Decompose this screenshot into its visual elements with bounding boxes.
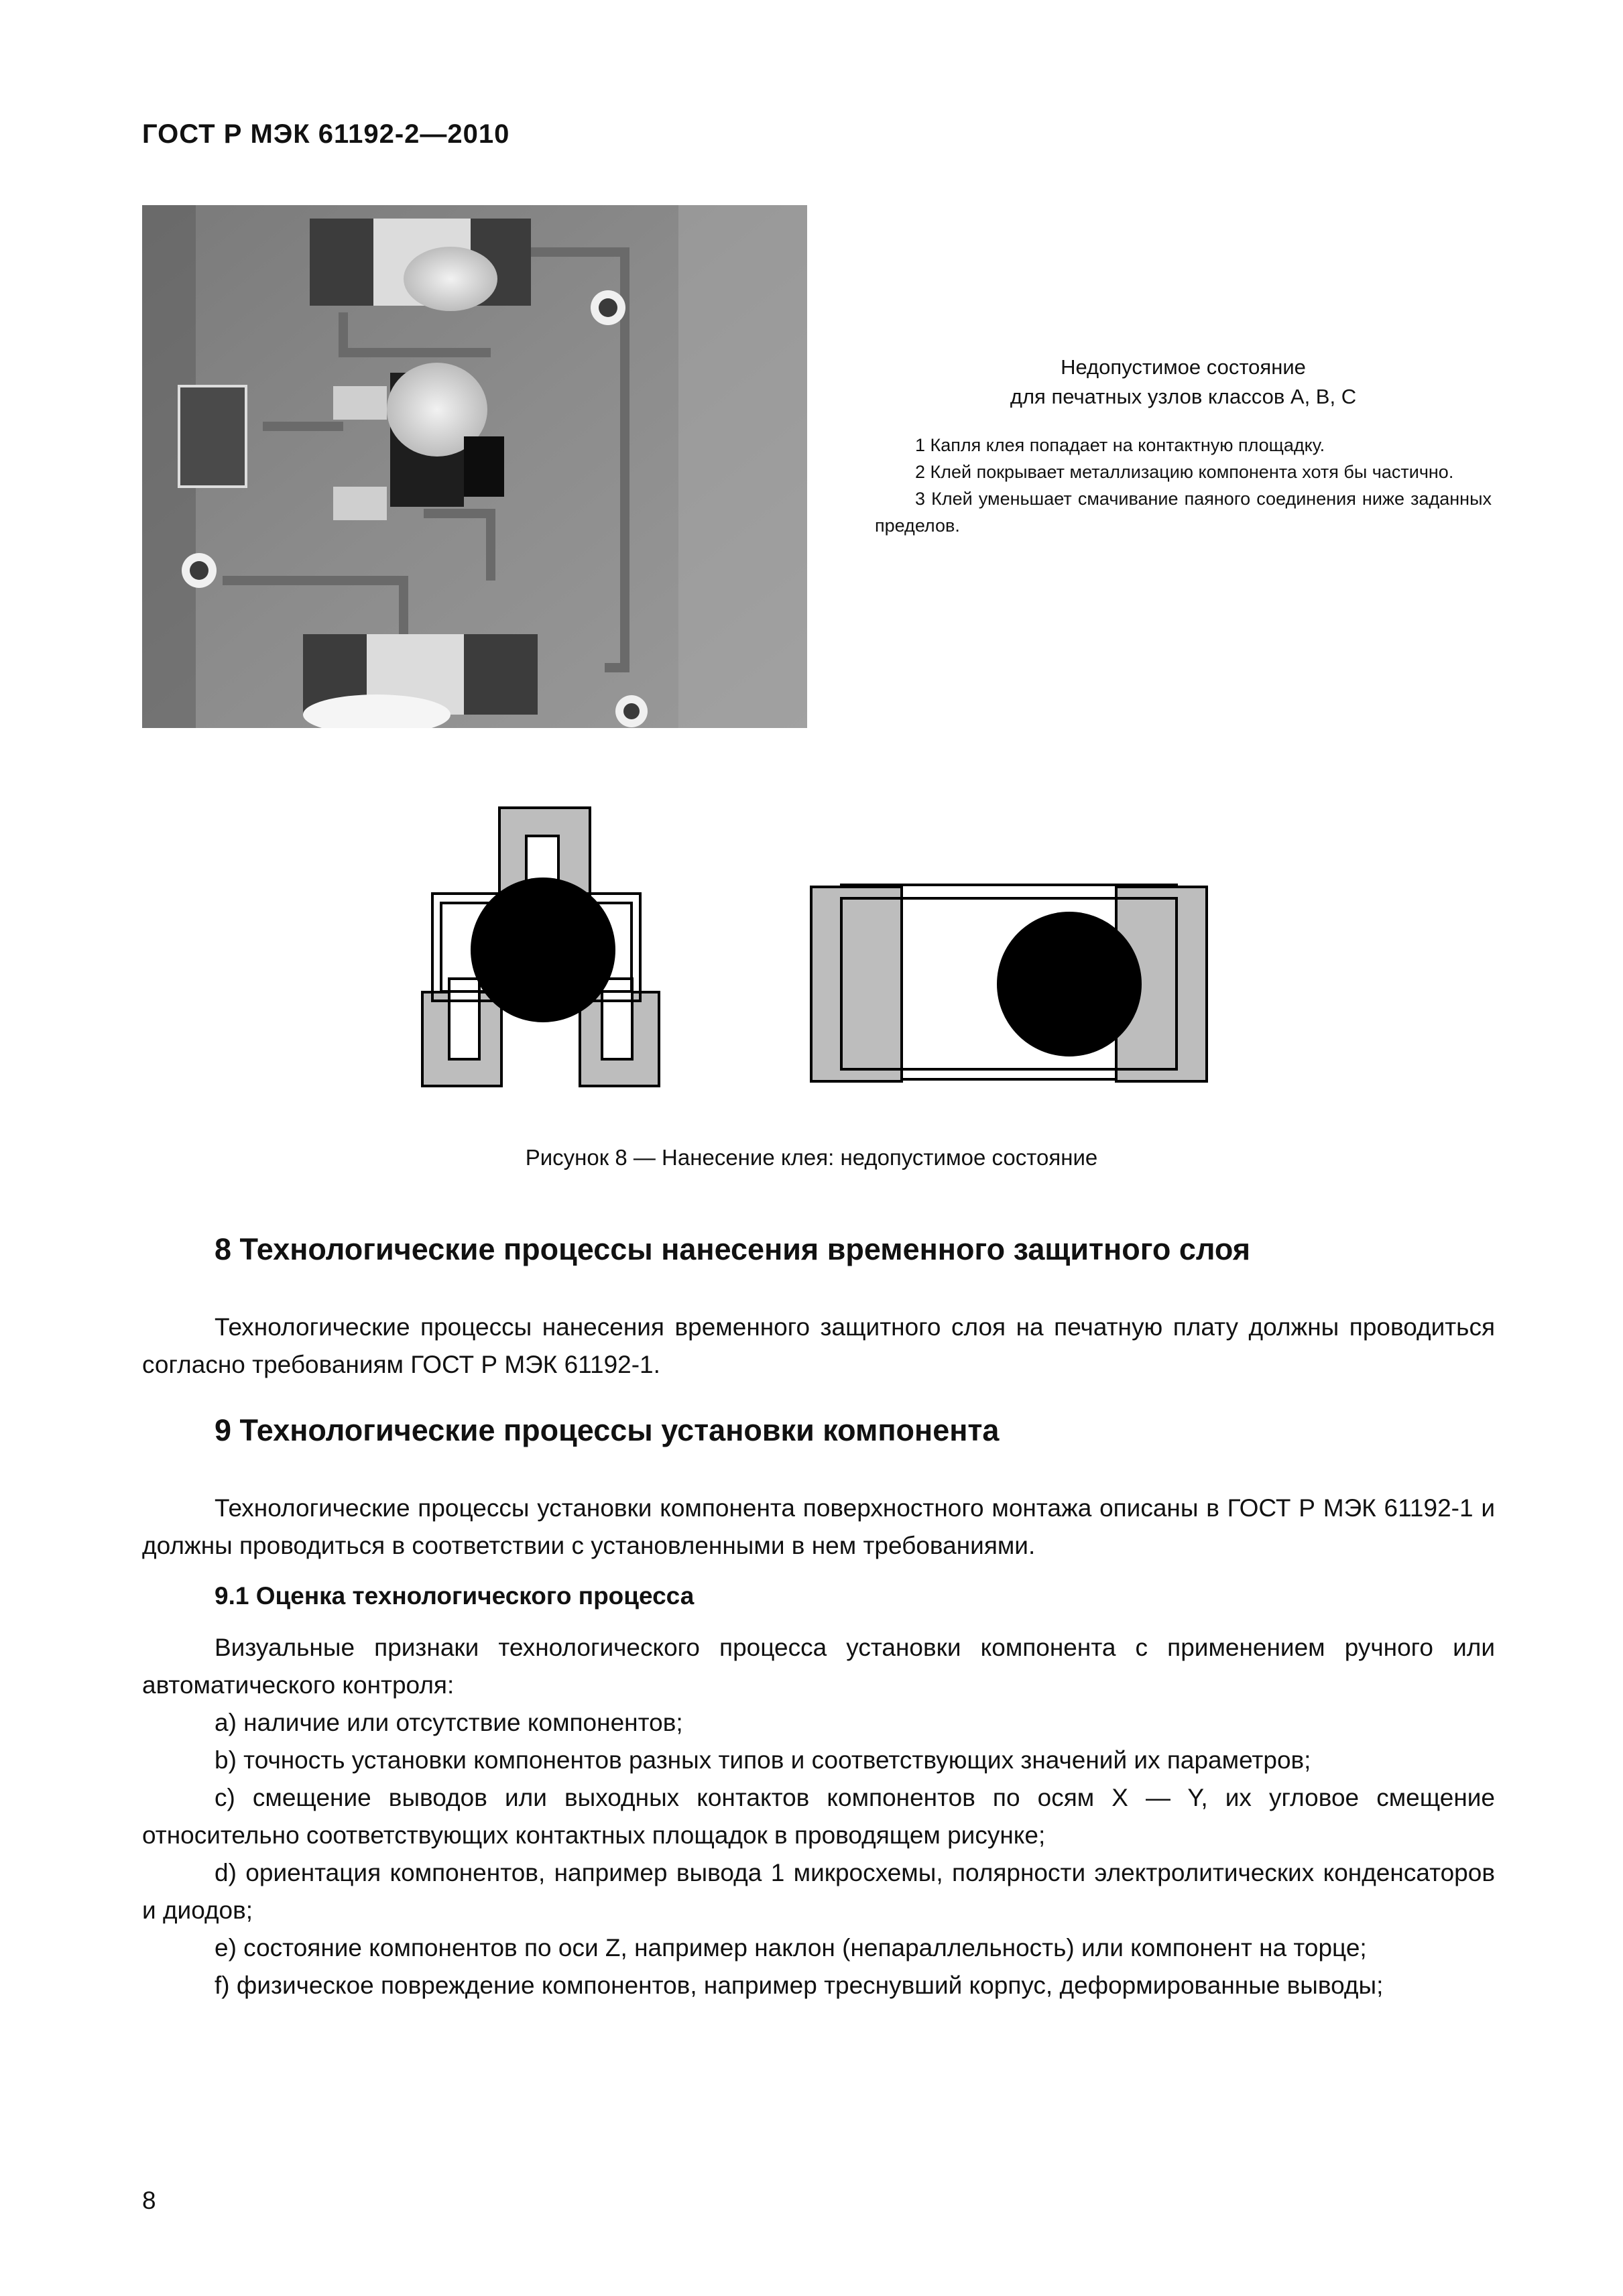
section-9-heading: 9 Технологические процессы установки компонента <box>215 1413 1000 1447</box>
glue-dot-left <box>471 878 615 1022</box>
list-item: d) ориентация компонентов, например вывода 1 микросхемы, полярности электролитических конденсаторов и диодов; <box>142 1859 1495 1924</box>
figure-caption: Рисунок 8 — Нанесение клея: недопустимое состояние <box>525 1145 1098 1170</box>
list-item: b) точность установки компонентов разных типов и соответствующих значений их параметров; <box>215 1746 1311 1774</box>
legend-title-line2: для печатных узлов классов А, В, С <box>1010 385 1357 408</box>
section-9-body: Технологические процессы установки компонента поверхностного монтажа описаны в ГОСТ Р МЭК 61192-1 и должны проводиться в соответствии с установленными в нем требованиями. <box>142 1494 1495 1559</box>
legend-note: 2 Клей покрывает металлизацию компонента хотя бы частично. <box>915 462 1454 482</box>
section-8-body: Технологические процессы нанесения временного защитного слоя на печатную плату должны проводиться согласно требованиям ГОСТ Р МЭК 61192-1. <box>142 1313 1495 1378</box>
figure-legend <box>875 353 1492 539</box>
section-9-body-wrap <box>142 1490 1495 1565</box>
document-code: ГОСТ Р МЭК 61192-2—2010 <box>142 119 510 149</box>
list-item: c) смещение выводов или выходных контактов компонентов по осям X — Y, их угловое смещение относительно соответствующих контактных площадок в проводящем рисунке; <box>142 1784 1495 1849</box>
section-8-heading: 8 Технологические процессы нанесения временного защитного слоя <box>215 1232 1251 1266</box>
assessment-list <box>142 1629 1495 2004</box>
legend-note: 3 Клей уменьшает смачивание паяного соединения ниже заданных пределов. <box>875 489 1492 536</box>
legend-note: 1 Капля клея попадает на контактную площадку. <box>915 435 1325 455</box>
section-8-body-wrap <box>142 1309 1495 1384</box>
page-number: 8 <box>142 2187 156 2214</box>
list-item: e) состояние компонентов по оси Z, например наклон (непараллельность) или компонент на торце; <box>215 1934 1367 1961</box>
list-item: a) наличие или отсутствие компонентов; <box>215 1709 683 1736</box>
glue-defect-diagrams <box>402 801 1227 1096</box>
list-intro: Визуальные признаки технологического процесса установки компонента с применением ручного или автоматического контроля: <box>142 1634 1495 1699</box>
legend-title-line1: Недопустимое состояние <box>1061 355 1306 379</box>
list-item: f) физическое повреждение компонентов, например треснувший корпус, деформированные выводы; <box>215 1972 1384 1999</box>
pcb-photo <box>142 205 807 728</box>
left-pad <box>811 887 902 1081</box>
legend-notes <box>875 432 1492 539</box>
glue-dot-right <box>997 912 1142 1056</box>
subsection-9-1-heading: 9.1 Оценка технологического процесса <box>215 1582 695 1610</box>
